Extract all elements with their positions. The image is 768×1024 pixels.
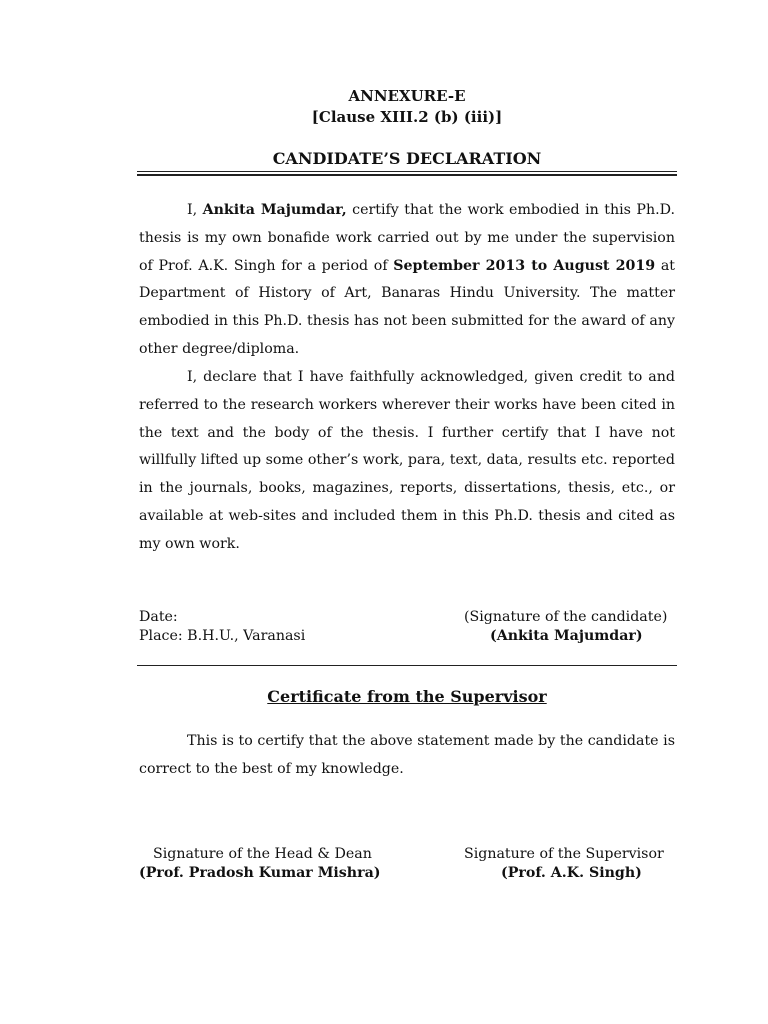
candidate-signature-label: (Signature of the candidate) (464, 609, 668, 625)
place-label: Place: B.H.U., Varanasi (139, 628, 306, 644)
declaration-paragraph-2: I, declare that I have faithfully acknowledged, given credit to and referred to the research workers wherever their works have been cited in the text and the body of the thesis. I further certify that I have not willfully lifted up some other’s work, para, text, data, results etc. reported in the journals, books, magazines, reports, dissertations, thesis, etc., or available at web-sites and included them in this Ph.D. thesis and cited as my own work. (139, 369, 675, 552)
p1-middle-text: certify that the work embodied in this Ph.D. thesis is my own bonafide work carried out by me under the supervision of Prof. A.K. Singh for a period of (139, 202, 675, 274)
annexure-label: ANNEXURE-E (348, 87, 466, 105)
candidate-signature-name: (Ankita Majumdar) (490, 628, 643, 644)
head-dean-name: (Prof. Pradosh Kumar Mishra) (139, 865, 381, 881)
research-period: September 2013 to August 2019 (393, 257, 656, 274)
head-dean-signature-label: Signature of the Head & Dean (153, 846, 372, 862)
section-divider (137, 665, 677, 666)
declaration-paragraph-1 (139, 197, 675, 364)
date-label: Date: (139, 609, 178, 625)
certificate-paragraph: This is to certify that the above statement made by the candidate is correct to the best of my knowledge. (139, 733, 675, 777)
supervisor-name: (Prof. A.K. Singh) (501, 865, 642, 881)
certificate-title: Certificate from the Supervisor (267, 687, 547, 706)
declaration-title: CANDIDATE’S DECLARATION (272, 149, 542, 168)
candidate-name-inline: Ankita Majumdar, (202, 202, 347, 218)
p1-end-text: at Department of History of Art, Banaras Hindu University. The matter embodied in this Ph.D. thesis has not been submitted for the award of any other degree/diploma. (139, 257, 675, 357)
supervisor-signature-label: Signature of the Supervisor (464, 846, 664, 862)
clause-reference: [Clause XIII.2 (b) (iii)] (311, 108, 503, 126)
p1-start-text: I, (187, 202, 203, 218)
title-double-divider (137, 171, 677, 176)
